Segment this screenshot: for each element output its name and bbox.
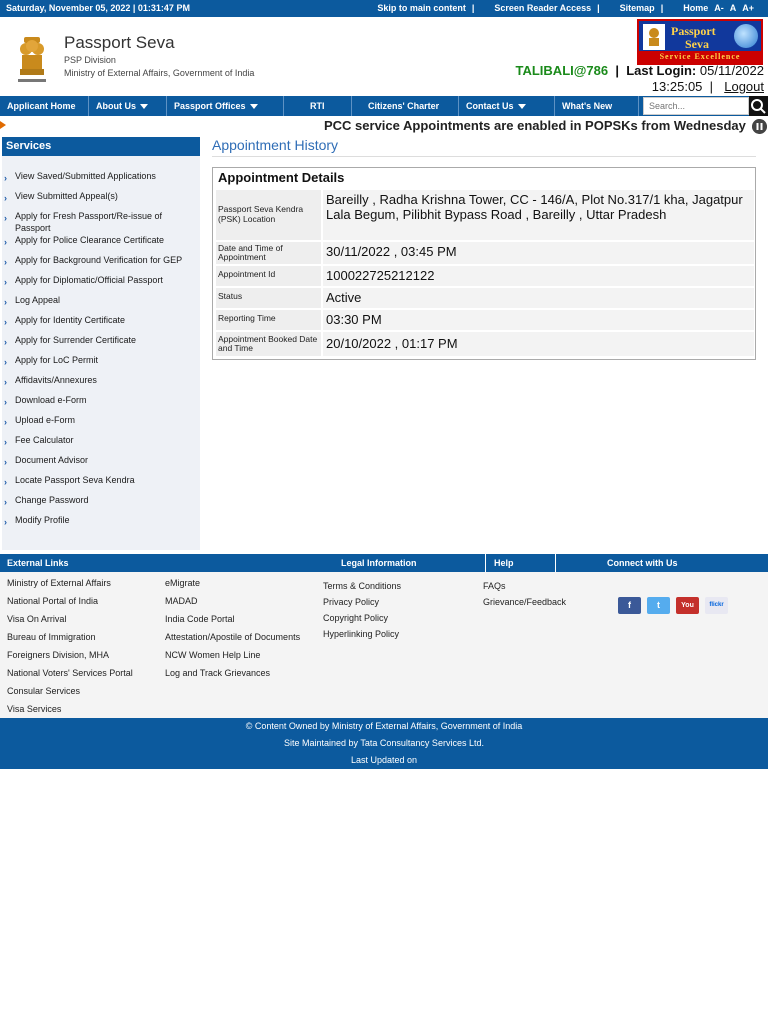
facebook-icon[interactable]: f <box>618 597 641 614</box>
youtube-icon[interactable]: You <box>676 597 699 614</box>
external-links-col-2 <box>165 574 300 682</box>
font-increase-button[interactable]: A+ <box>742 3 754 13</box>
nav-rti[interactable] <box>284 96 352 116</box>
nav-contact-us[interactable] <box>459 96 555 116</box>
detail-row-status <box>216 288 754 308</box>
passport-seva-logo <box>637 19 763 65</box>
chevron-right-icon: › <box>4 237 7 247</box>
sidebar-item-label: View Saved/Submitted Applications <box>15 171 156 181</box>
chevron-right-icon: › <box>4 317 7 327</box>
footer-link[interactable]: Ministry of External Affairs <box>7 578 111 588</box>
chevron-right-icon: › <box>4 437 7 447</box>
detail-value: Active <box>323 288 754 308</box>
footer-divider <box>555 554 556 572</box>
nav-citizens-charter[interactable] <box>352 96 459 116</box>
sidebar-item-label: Log Appeal <box>15 295 61 305</box>
logout-link[interactable]: Logout <box>724 79 764 94</box>
globe-icon <box>734 24 758 48</box>
twitter-icon[interactable]: t <box>647 597 670 614</box>
nav-whats-new[interactable] <box>555 96 639 116</box>
detail-value: Bareilly , Radha Krishna Tower, CC - 146/A, Plot No.317/1 kha, Jagatpur Lala Begum, Pilibhit Bypass Road , Bareilly , Uttar Pradesh <box>323 190 754 240</box>
services-list <box>2 156 200 534</box>
legal-links <box>323 578 401 642</box>
chevron-right-icon: › <box>4 337 7 347</box>
last-login-label: Last Login: <box>626 63 697 78</box>
footer-link[interactable]: Copyright Policy <box>323 613 389 623</box>
sidebar-item[interactable] <box>2 190 200 210</box>
nav-label: Passport Offices <box>174 101 246 111</box>
chevron-right-icon: › <box>4 193 7 203</box>
footer-link[interactable]: National Voters' Services Portal <box>7 668 133 678</box>
footer-link[interactable]: Visa Services <box>7 704 62 714</box>
home-link[interactable]: Home <box>683 3 709 13</box>
sidebar-item[interactable] <box>2 514 200 534</box>
sidebar-item[interactable] <box>2 394 200 414</box>
logo-text-seva: Seva <box>685 37 709 51</box>
sidebar-item-label: Modify Profile <box>15 515 70 525</box>
detail-row-appointment-id <box>216 266 754 286</box>
detail-label: Appointment Id <box>216 266 321 286</box>
nav-label: Contact Us <box>466 101 514 111</box>
chevron-right-icon: › <box>4 417 7 427</box>
emblem-icon <box>643 24 665 50</box>
sidebar-item[interactable] <box>2 234 200 254</box>
sidebar-item-label: Apply for Diplomatic/Official Passport <box>15 275 163 285</box>
detail-label: Appointment Booked Date and Time <box>216 332 321 356</box>
sidebar-item-label: Apply for Identity Certificate <box>15 315 126 325</box>
logo-tagline: Service Excellence <box>639 51 761 63</box>
top-utility-bar <box>0 0 768 17</box>
search-icon[interactable] <box>749 96 768 116</box>
last-login-time: 13:25:05 <box>651 79 703 94</box>
nav-label: Citizens' Charter <box>368 101 440 111</box>
sidebar-item[interactable] <box>2 314 200 334</box>
footer-link[interactable]: Attestation/Apostile of Documents <box>165 632 301 642</box>
site-title[interactable]: Passport Seva <box>64 33 175 52</box>
sidebar-item[interactable] <box>2 354 200 374</box>
external-links-col-1 <box>7 574 133 718</box>
footer-link[interactable]: Privacy Policy <box>323 597 380 607</box>
sidebar-item-label: Affidavits/Annexures <box>15 375 97 385</box>
detail-label: Reporting Time <box>216 310 321 330</box>
sidebar-item[interactable] <box>2 210 200 234</box>
screen-reader-link[interactable]: Screen Reader Access <box>494 3 592 13</box>
footer-heading-help: Help <box>494 558 514 568</box>
detail-row-reporting-time <box>216 310 754 330</box>
footer-links <box>0 572 768 718</box>
chevron-right-icon: › <box>4 377 7 387</box>
footer-link[interactable]: NCW Women Help Line <box>165 650 261 660</box>
page-title: Appointment History <box>212 137 756 157</box>
sidebar-item-label: Apply for Police Clearance Certificate <box>15 235 165 245</box>
sidebar-item-label: Download e-Form <box>15 395 87 405</box>
help-links <box>483 578 566 610</box>
detail-value: 100022725212122 <box>323 266 754 286</box>
site-header <box>0 17 768 96</box>
appointment-details-panel <box>212 167 756 360</box>
site-maintainer-text: Site Maintained by Tata Consultancy Services Ltd. <box>284 738 484 748</box>
sidebar-item[interactable] <box>2 170 200 190</box>
sitemap-link[interactable]: Sitemap <box>619 3 655 13</box>
user-login-info: TALIBALI@786 | Last Login: 05/11/2022 <box>515 63 764 78</box>
chevron-right-icon: › <box>4 517 7 527</box>
chevron-down-icon <box>140 104 148 109</box>
main-navigation <box>0 96 768 116</box>
footer-link[interactable]: Visa On Arrival <box>7 614 67 624</box>
chevron-right-icon: › <box>4 457 7 467</box>
current-date-time: Saturday, November 05, 2022 | 01:31:47 PM <box>6 3 190 13</box>
nav-label: RTI <box>310 101 325 111</box>
footer-link[interactable]: eMigrate <box>165 578 201 588</box>
division-name: PSP Division <box>64 55 116 65</box>
chevron-right-icon: › <box>4 297 7 307</box>
logo-text-passport: Passport <box>671 24 716 38</box>
sidebar-item[interactable] <box>2 414 200 434</box>
national-emblem-icon <box>12 33 52 87</box>
detail-value: 03:30 PM <box>323 310 754 330</box>
sidebar-item-label: Apply for LoC Permit <box>15 355 99 365</box>
skip-to-content-link[interactable]: Skip to main content <box>377 3 466 13</box>
sidebar-item-label: Apply for Background Verification for GEP <box>15 255 183 265</box>
sidebar-item-label: View Submitted Appeal(s) <box>15 191 118 201</box>
ticker-arrow-icon <box>0 121 6 129</box>
utility-links: Skip to main content | Screen Reader Access | Sitemap | Home A- A A+ <box>377 3 754 13</box>
footer-divider <box>485 554 486 572</box>
detail-row-booked-date <box>216 332 754 356</box>
chevron-right-icon: › <box>4 277 7 287</box>
chevron-right-icon: › <box>4 397 7 407</box>
footer-heading-connect: Connect with Us <box>607 558 678 568</box>
footer-link[interactable]: MADAD <box>165 596 198 606</box>
detail-label: Date and Time of Appointment <box>216 242 321 264</box>
content-owner-text: © Content Owned by Ministry of External Affairs, Government of India <box>245 721 523 731</box>
username: TALIBALI@786 <box>515 63 609 78</box>
detail-label: Passport Seva Kendra (PSK) Location <box>216 190 321 240</box>
social-links <box>618 597 728 614</box>
last-login-date: 05/11/2022 <box>699 63 764 78</box>
detail-value: 30/11/2022 , 03:45 PM <box>323 242 754 264</box>
last-updated-text: Last Updated on <box>350 755 418 765</box>
nav-about-us[interactable] <box>89 96 167 116</box>
nav-label: About Us <box>96 101 136 111</box>
footer-link[interactable]: Log and Track Grievances <box>165 668 271 678</box>
chevron-right-icon: › <box>4 213 7 223</box>
sidebar-item[interactable] <box>2 434 200 454</box>
footer-link[interactable]: Bureau of Immigration <box>7 632 96 642</box>
footer-link[interactable]: Foreigners Division, MHA <box>7 650 110 660</box>
footer-link[interactable]: Grievance/Feedback <box>483 597 567 607</box>
ministry-name: Ministry of External Affairs, Government of India <box>64 68 255 78</box>
sidebar-item-label: Upload e-Form <box>15 415 76 425</box>
nav-passport-offices[interactable] <box>167 96 284 116</box>
font-decrease-button[interactable]: A- <box>714 3 724 13</box>
chevron-right-icon: › <box>4 497 7 507</box>
footer-heading-legal: Legal Information <box>341 558 417 568</box>
footer-bottom-bar <box>0 718 768 769</box>
sidebar-item-label: Apply for Surrender Certificate <box>15 335 137 345</box>
ticker-message[interactable]: PCC service Appointments are enabled in POPSKs from Wednesday <box>324 118 746 133</box>
font-normal-button[interactable]: A <box>729 3 737 13</box>
footer-link[interactable]: FAQs <box>483 581 506 591</box>
chevron-right-icon: › <box>4 173 7 183</box>
footer-link[interactable]: Hyperlinking Policy <box>323 629 400 639</box>
chevron-down-icon <box>518 104 526 109</box>
panel-title: Appointment Details <box>218 170 345 185</box>
nav-applicant-home[interactable] <box>0 96 89 116</box>
last-login-time-line: 13:25:05 | Logout <box>651 79 764 94</box>
chevron-right-icon: › <box>4 357 7 367</box>
sidebar-item[interactable] <box>2 474 200 494</box>
sidebar-item[interactable] <box>2 454 200 474</box>
footer-link[interactable]: National Portal of India <box>7 596 99 606</box>
footer-link[interactable]: India Code Portal <box>165 614 235 624</box>
detail-row-psk-location <box>216 190 754 240</box>
sidebar-item[interactable] <box>2 274 200 294</box>
sidebar-item-label: Fee Calculator <box>15 435 74 445</box>
sidebar-item[interactable] <box>2 294 200 314</box>
footer-link[interactable]: Consular Services <box>7 686 81 696</box>
sidebar-item[interactable] <box>2 334 200 354</box>
nav-label: Applicant Home <box>7 101 76 111</box>
detail-label: Status <box>216 288 321 308</box>
news-ticker <box>0 116 768 136</box>
footer-heading-external: External Links <box>7 558 69 568</box>
sidebar-item[interactable] <box>2 254 200 274</box>
sidebar-item[interactable] <box>2 494 200 514</box>
pause-icon[interactable] <box>752 119 767 134</box>
footer-link[interactable]: Terms & Conditions <box>323 581 402 591</box>
sidebar-item-label: Apply for Fresh Passport/Re-issue of Passport <box>15 211 163 233</box>
chevron-down-icon <box>250 104 258 109</box>
search-input[interactable] <box>643 97 749 115</box>
chevron-right-icon: › <box>4 477 7 487</box>
services-heading: Services <box>2 137 200 156</box>
sidebar-item[interactable] <box>2 374 200 394</box>
detail-row-appointment-date <box>216 242 754 264</box>
nav-label: What's New <box>562 101 613 111</box>
sidebar-item-label: Document Advisor <box>15 455 89 465</box>
sidebar-item-label: Change Password <box>15 495 89 505</box>
services-sidebar <box>2 137 200 550</box>
chevron-right-icon: › <box>4 257 7 267</box>
footer-header-bar <box>0 554 768 572</box>
sidebar-item-label: Locate Passport Seva Kendra <box>15 475 135 485</box>
detail-value: 20/10/2022 , 01:17 PM <box>323 332 754 356</box>
flickr-icon[interactable]: flickr <box>705 597 728 614</box>
